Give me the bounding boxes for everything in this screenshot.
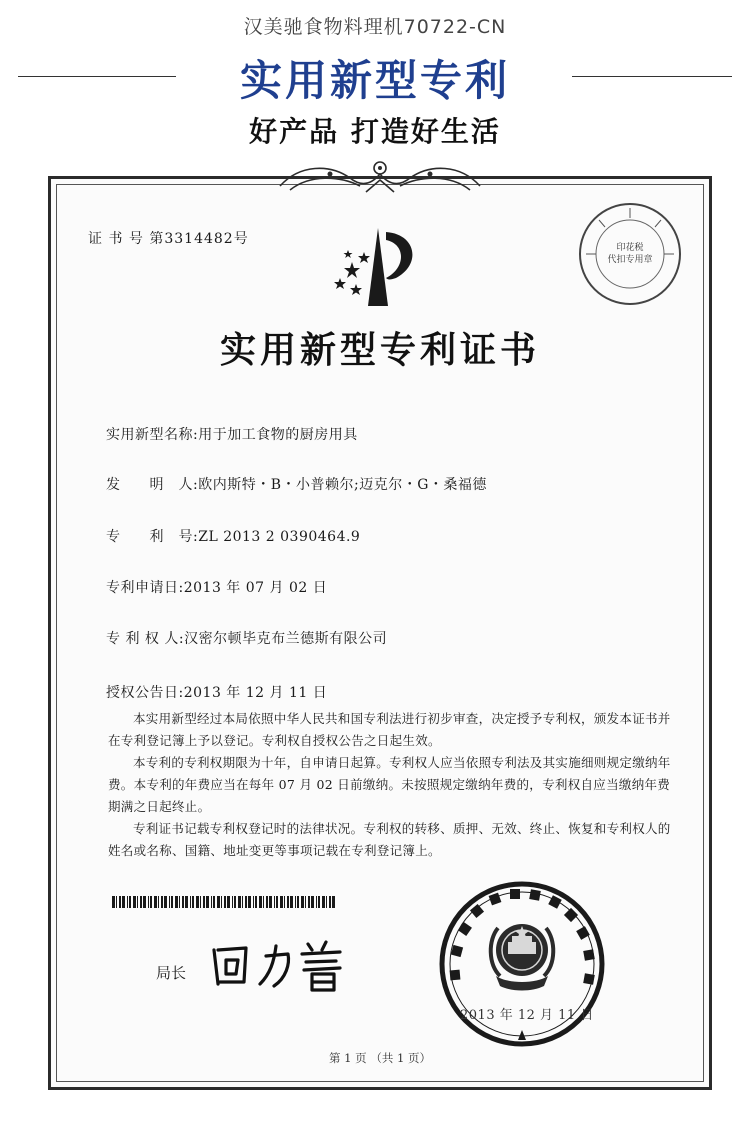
seal-date: 2013 年 12 月 11 日 (460, 1008, 594, 1023)
field-application-date (106, 577, 327, 597)
field-value: 2013 年 07 月 02 日 (183, 580, 328, 596)
stamp-line-1: 印花税 (616, 243, 644, 253)
paragraph-term: 本专利的专利权期限为十年，自申请日起算。专利权人应当依照专利法及其实施细则规定缴纳年费。本专利的年费应当在每年 07 月 02 日前缴纳。未按照规定缴纳年费的，专利权自应当缴纳年费期满之日起终止。 (108, 755, 671, 814)
product-caption: 汉美驰食物料理机70722-CN (243, 16, 507, 38)
field-patentee (106, 628, 387, 648)
field-label: 授权公告日: (106, 685, 184, 701)
ornament-icon (270, 156, 490, 198)
patent-office-emblem-icon (330, 222, 426, 310)
field-label: 专利申请日: (106, 580, 184, 596)
field-inventor (106, 474, 487, 494)
field-label: 发 明 人: (106, 477, 199, 493)
barcode-icon (112, 896, 336, 908)
field-value: ZL 2013 2 0390464.9 (198, 529, 361, 545)
director-label: 局长 (156, 964, 187, 982)
field-grant-date (106, 682, 327, 702)
field-value: 2013 年 12 月 11 日 (183, 685, 328, 701)
headline-divider-right (572, 76, 732, 77)
stamp-text (606, 242, 654, 266)
field-value: 汉密尔顿毕克布兰德斯有限公司 (184, 631, 388, 647)
field-utility-model-name (106, 424, 358, 444)
stamp-line-2: 代扣专用章 (607, 255, 653, 265)
field-patent-number (106, 526, 360, 546)
page-footer: 第 1 页 （共 1 页） (329, 1051, 431, 1065)
headline-banner (0, 48, 750, 104)
field-value: 用于加工食物的厨房用具 (198, 427, 358, 443)
certificate-serial: 证 书 号 第3314482号 (88, 231, 249, 247)
field-value: 欧内斯特・B・小普赖尔;迈克尔・G・桑福德 (198, 477, 487, 493)
field-label: 专 利 权 人: (106, 631, 185, 647)
paragraph-grant: 本实用新型经过本局依照中华人民共和国专利法进行初步审查，决定授予专利权，颁发本证书并在专利登记簿上予以登记。专利权自授权公告之日起生效。 (108, 711, 671, 748)
patent-certificate (48, 176, 712, 1090)
director-signature-icon (208, 934, 358, 994)
field-label: 实用新型名称: (106, 427, 199, 443)
headline-title: 实用新型专利 (239, 56, 510, 105)
certificate-title: 实用新型专利证书 (219, 329, 540, 371)
field-label: 专 利 号: (106, 529, 199, 545)
paragraph-legal-status: 专利证书记载专利权登记时的法律状况。专利权的转移、质押、无效、终止、恢复和专利权人的姓名或名称、国籍、地址变更等事项记载在专利登记簿上。 (108, 821, 671, 858)
slogan: 好产品 打造好生活 (249, 115, 501, 148)
